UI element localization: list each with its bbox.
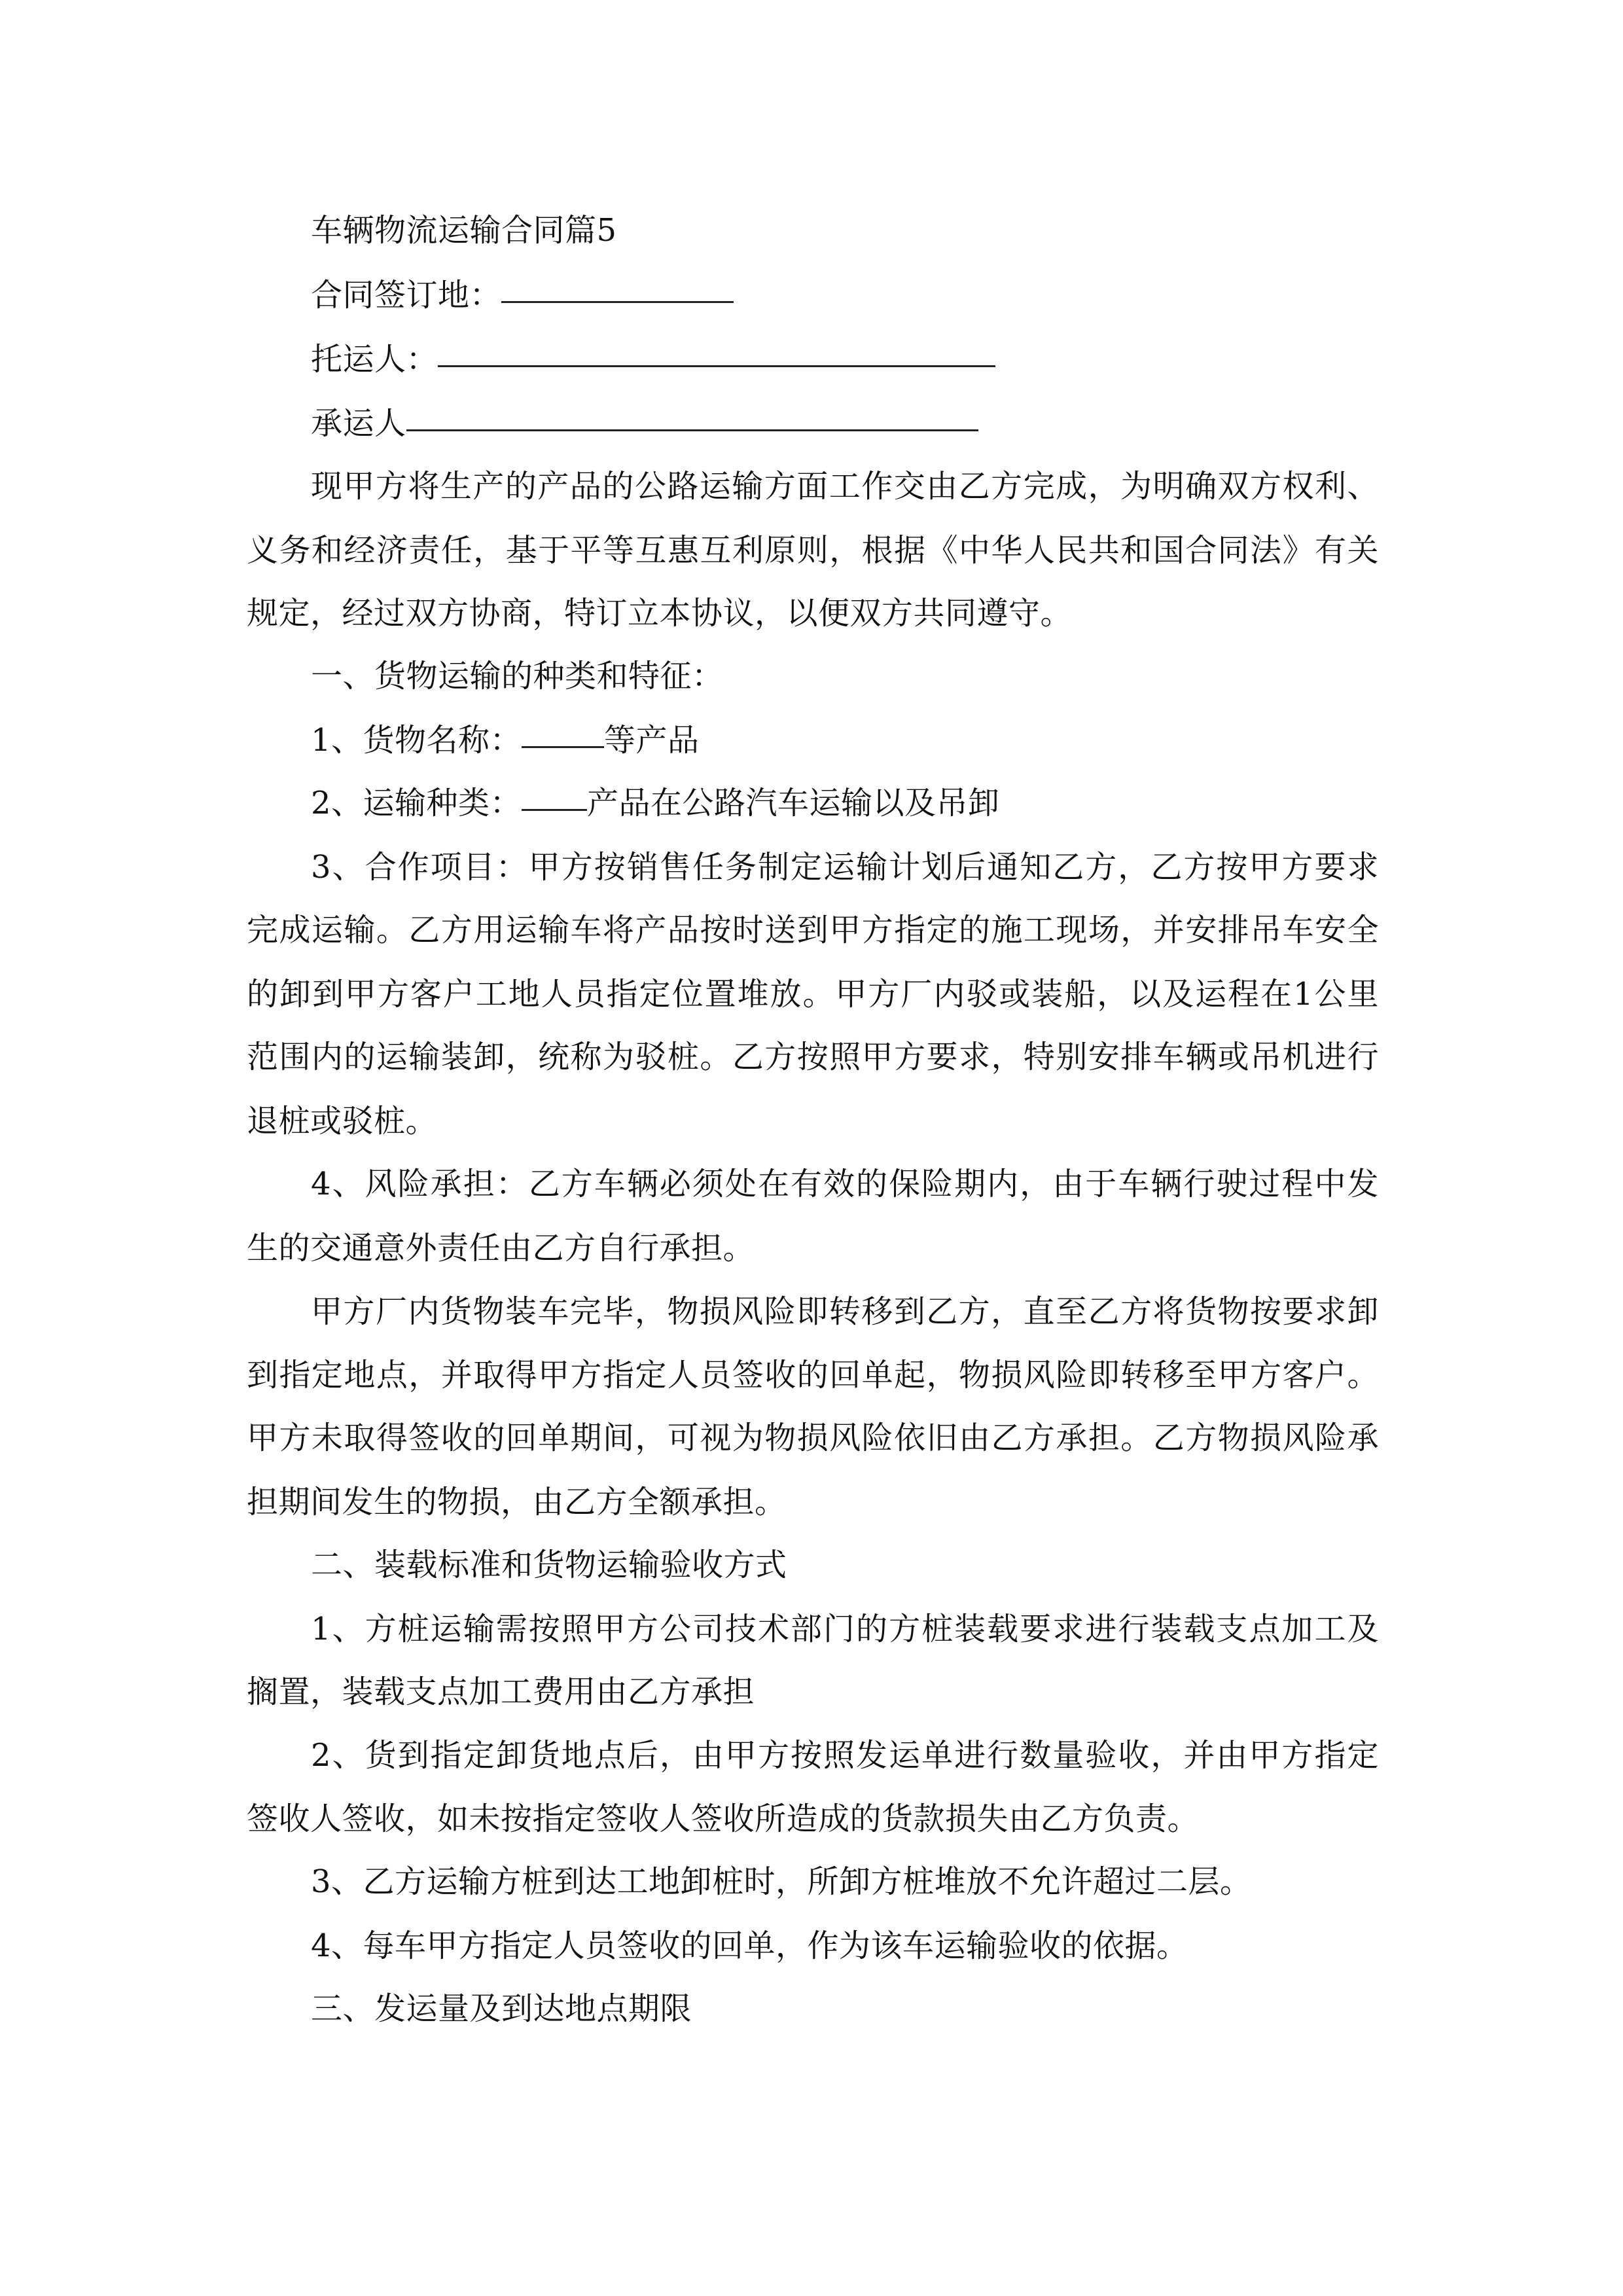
section2-item2-line: 2、货到指定卸货地点后，由甲方按照发运单进行数量验收，并由甲方指定	[311, 1737, 1379, 1774]
section2-item1-line: 1、方桩运输需按照甲方公司技术部门的方桩装载要求进行装载支点加工及	[311, 1611, 1379, 1647]
transport-type-blank	[522, 771, 587, 811]
section1-item3-line: 完成运输。乙方用运输车将产品按时送到甲方指定的施工现场，并安排吊车安全	[247, 912, 1379, 948]
risk-paragraph-line: 甲方厂内货物装车完毕，物损风险即转移到乙方，直至乙方将货物按要求卸	[311, 1293, 1379, 1330]
risk-paragraph-line: 担期间发生的物损，由乙方全额承担。	[247, 1484, 787, 1520]
section1-item2: 2、运输种类： 产品在公路汽车运输以及吊卸	[311, 771, 1379, 835]
risk-paragraph-line: 到指定地点，并取得甲方指定人员签收的回单起，物损风险即转移至甲方客户。	[247, 1357, 1379, 1393]
shipper-label: 托运人：	[311, 341, 438, 378]
section2-heading: 二、装载标准和货物运输验收方式	[311, 1547, 787, 1583]
intro-line: 现甲方将生产的产品的公路运输方面工作交由乙方完成，为明确双方权利、	[311, 468, 1379, 505]
sign-place-blank	[501, 263, 734, 303]
section1-item1: 1、货物名称： 等产品	[311, 708, 1379, 772]
section2-item4: 4、每车甲方指定人员签收的回单，作为该车运输验收的依据。	[311, 1928, 1188, 1964]
section1-item3-line: 3、合作项目：甲方按销售任务制定运输计划后通知乙方，乙方按甲方要求	[311, 849, 1379, 886]
section2-item3: 3、乙方运输方桩到达工地卸桩时，所卸方桩堆放不允许超过二层。	[311, 1863, 1252, 1900]
shipper-field	[311, 327, 1379, 391]
carrier-label: 承运人	[311, 405, 406, 442]
section3-heading: 三、发运量及到达地点期限	[311, 1990, 692, 2027]
section1-item4-line: 4、风险承担：乙方车辆必须处在有效的保险期内，由于车辆行驶过程中发	[311, 1166, 1379, 1202]
section2-item1-line: 搁置，装载支点加工费用由乙方承担	[247, 1674, 755, 1710]
section1-item3-line: 范围内的运输装卸，统称为驳桩。乙方按照甲方要求，特别安排车辆或吊机进行	[247, 1039, 1379, 1075]
section1-item3-line: 的卸到甲方客户工地人员指定位置堆放。甲方厂内驳或装船，以及运程在1公里	[247, 976, 1379, 1013]
section2-item2-line: 签收人签收，如未按指定签收人签收所造成的货款损失由乙方负责。	[247, 1801, 1200, 1837]
goods-name-blank	[522, 708, 604, 748]
sign-place-label: 合同签订地：	[311, 277, 502, 314]
risk-paragraph-line: 甲方未取得签收的回单期间，可视为物损风险依旧由乙方承担。乙方物损风险承	[247, 1420, 1379, 1456]
intro-line: 义务和经济责任，基于平等互惠互利原则，根据《中华人民共和国合同法》有关	[247, 532, 1379, 569]
shipper-blank	[438, 327, 995, 367]
document-title: 车辆物流运输合同篇5	[311, 212, 617, 249]
sign-place-field	[311, 263, 1379, 327]
section1-item3-line: 退桩或驳桩。	[247, 1103, 438, 1139]
carrier-field	[311, 391, 1379, 456]
section1-item4-line: 生的交通意外责任由乙方自行承担。	[247, 1230, 755, 1266]
intro-line: 规定，经过双方协商，特订立本协议，以便双方共同遵守。	[247, 595, 1073, 632]
carrier-blank	[406, 391, 978, 431]
section1-heading: 一、货物运输的种类和特征：	[311, 658, 724, 694]
